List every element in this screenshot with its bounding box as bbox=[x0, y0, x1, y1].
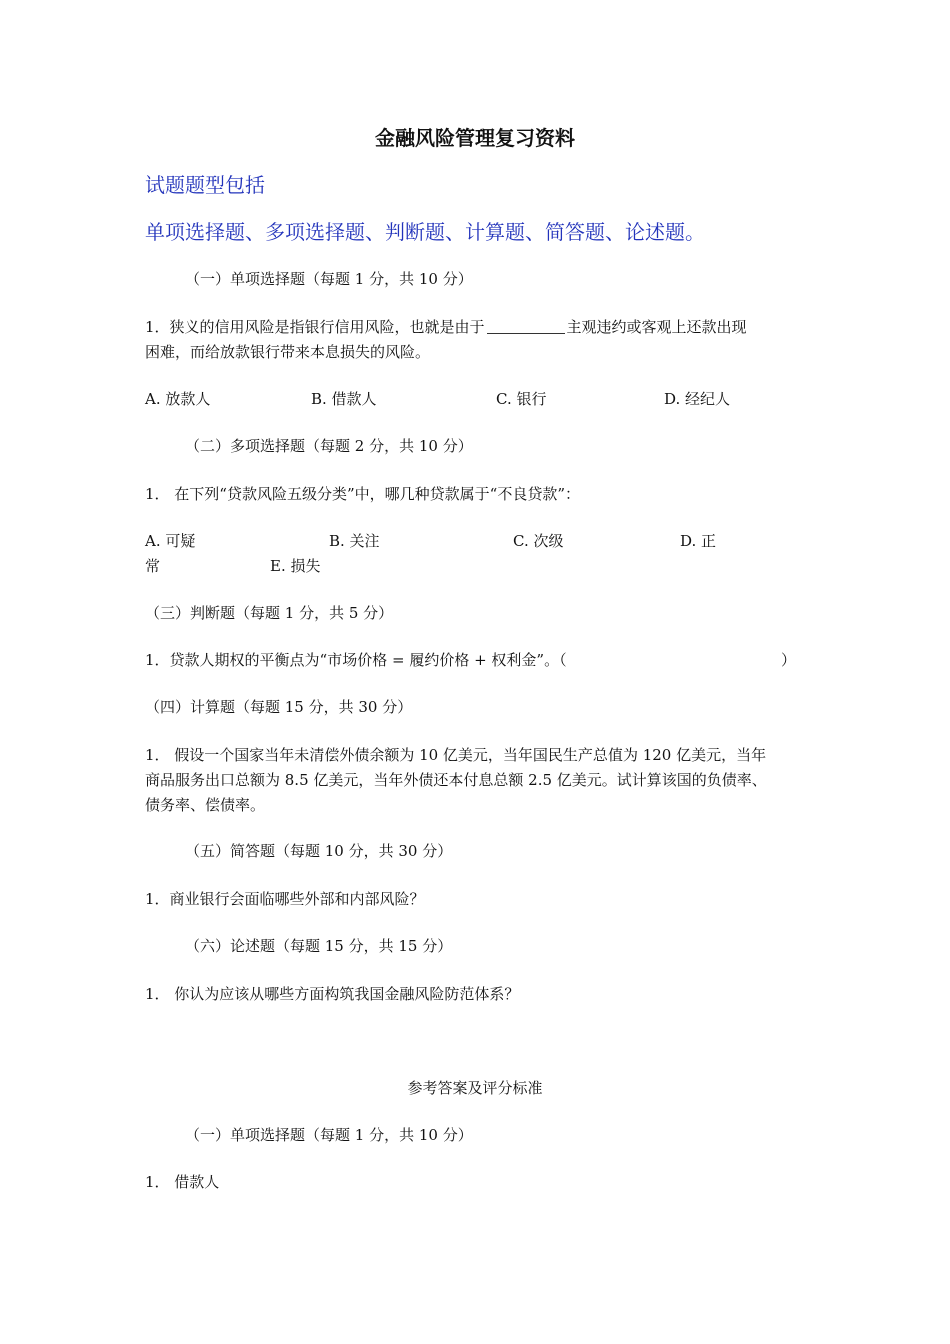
section-1-question-line-1 bbox=[145, 318, 747, 336]
option-a: A. 可疑 bbox=[145, 532, 196, 550]
answers-title: 参考答案及评分标准 bbox=[407, 1079, 543, 1097]
answer-blank bbox=[487, 319, 565, 334]
answers-section-1-header: （一）单项选择题（每题 1 分，共 10 分） bbox=[185, 1126, 473, 1144]
section-1-header: （一）单项选择题（每题 1 分，共 10 分） bbox=[185, 270, 473, 288]
option-b: B. 关注 bbox=[329, 532, 380, 550]
option-d: D. 正 bbox=[680, 532, 717, 550]
question-text: 主观违约或客观上还款出现 bbox=[566, 318, 747, 336]
option-d: D. 经纪人 bbox=[664, 390, 731, 408]
option-c: C. 次级 bbox=[513, 532, 564, 550]
question-types-heading: 试题题型包括 bbox=[145, 173, 265, 197]
section-4-question-line-1: 1． 假设一个国家当年未清偿外债余额为 10 亿美元，当年国民生产总值为 120 亿美元，当年 bbox=[145, 746, 767, 764]
document-title: 金融风险管理复习资料 bbox=[375, 126, 575, 150]
option-c: C. 银行 bbox=[496, 390, 547, 408]
question-text: 1．狭义的信用风险是指银行信用风险，也就是由于 bbox=[145, 318, 485, 336]
section-5-header: （五）简答题（每题 10 分，共 30 分） bbox=[185, 842, 453, 860]
option-b: B. 借款人 bbox=[311, 390, 377, 408]
section-4-question-line-3: 债务率、偿债率。 bbox=[145, 796, 266, 814]
option-a: A. 放款人 bbox=[145, 390, 211, 408]
answer-paren-close: ） bbox=[781, 651, 797, 669]
section-4-question-line-2: 商品服务出口总额为 8.5 亿美元，当年外债还本付息总额 2.5 亿美元。试计算该国的负债率、 bbox=[145, 771, 767, 789]
question-types-list: 单项选择题、多项选择题、判断题、计算题、简答题、论述题。 bbox=[145, 220, 705, 244]
answer-1: 1． 借款人 bbox=[145, 1173, 220, 1191]
section-3-header: （三）判断题（每题 1 分，共 5 分） bbox=[145, 604, 394, 622]
section-1-question-line-2: 困难，而给放款银行带来本息损失的风险。 bbox=[145, 343, 431, 361]
section-2-header: （二）多项选择题（每题 2 分，共 10 分） bbox=[185, 437, 473, 455]
section-6-header: （六）论述题（每题 15 分，共 15 分） bbox=[185, 937, 453, 955]
section-5-question: 1．商业银行会面临哪些外部和内部风险？ bbox=[145, 890, 425, 908]
section-3-question: 1．贷款人期权的平衡点为“市场价格 = 履约价格 + 权利金”。（ bbox=[145, 651, 567, 669]
section-6-question: 1． 你认为应该从哪些方面构筑我国金融风险防范体系？ bbox=[145, 985, 520, 1003]
option-d-continued: 常 bbox=[145, 557, 161, 575]
option-e: E. 损失 bbox=[270, 557, 321, 575]
section-4-header: （四）计算题（每题 15 分，共 30 分） bbox=[145, 698, 413, 716]
section-2-question: 1． 在下列“贷款风险五级分类”中，哪几种贷款属于“不良贷款”： bbox=[145, 485, 580, 503]
